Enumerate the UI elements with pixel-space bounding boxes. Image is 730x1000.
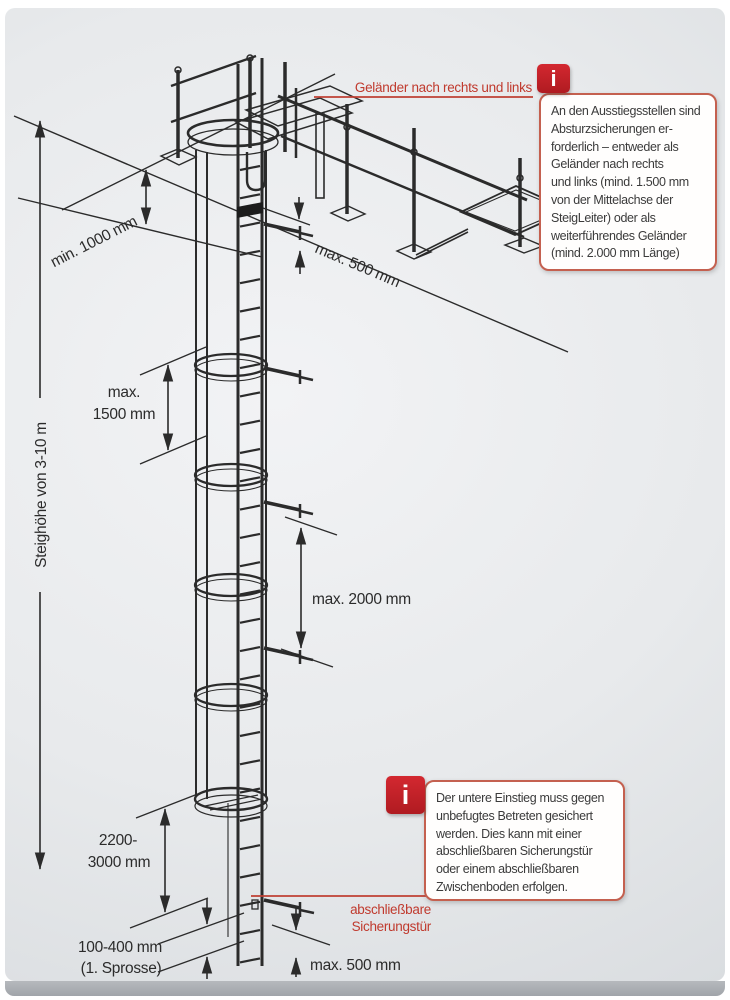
info-line: Geländer nach rechts bbox=[551, 157, 664, 172]
ladder-rung bbox=[240, 477, 260, 481]
ladder-rung bbox=[240, 902, 260, 906]
info-line: Der untere Einstieg muss gegen bbox=[436, 791, 605, 805]
label-first-rung-line2: (1. Sprosse) bbox=[80, 960, 162, 977]
label-max-1500-line1: max. bbox=[107, 384, 141, 401]
info-box-top-text bbox=[541, 95, 715, 263]
door-callout-label-line1: abschließbare bbox=[350, 902, 431, 917]
label-min-1000: min. 1000 mm bbox=[47, 212, 140, 272]
ladder-rung bbox=[240, 336, 260, 340]
info-line: Zwischenboden erfolgen. bbox=[436, 879, 568, 894]
info-box-top bbox=[539, 93, 717, 271]
railing-left-section bbox=[161, 55, 285, 165]
railing-right-section bbox=[278, 96, 543, 259]
door-callout-label-line2: Sicherungstür bbox=[351, 919, 431, 934]
info-line: und links (mind. 1.500 mm bbox=[551, 175, 689, 190]
ladder-rung bbox=[240, 760, 260, 764]
ladder-rung bbox=[240, 364, 260, 368]
cage-hoop bbox=[195, 579, 267, 601]
roof-edge-lines bbox=[14, 74, 568, 352]
ladder-rung bbox=[240, 449, 260, 453]
ladder-rung bbox=[240, 619, 260, 623]
info-line: SteigLeiter) oder als bbox=[551, 210, 656, 225]
label-max-2000: max. 2000 mm bbox=[312, 591, 411, 608]
info-box-bottom-text bbox=[426, 782, 623, 897]
bottom-bar bbox=[5, 981, 725, 996]
wall-brackets bbox=[264, 224, 314, 917]
label-max-500-top: max. 500 mm bbox=[312, 240, 403, 292]
ladder-rung bbox=[240, 194, 260, 198]
label-first-rung-line1: 100-400 mm bbox=[77, 939, 163, 956]
dim-first-rung bbox=[158, 899, 244, 979]
ladder-rung bbox=[240, 392, 260, 396]
ladder-rungs bbox=[240, 166, 260, 962]
info-line: An den Ausstiegsstellen sind bbox=[551, 104, 701, 118]
cage-hoop bbox=[195, 359, 267, 381]
info-line: oder einem abschließbaren bbox=[436, 862, 579, 877]
cage-hoop bbox=[195, 574, 267, 596]
ladder-rung bbox=[240, 817, 260, 821]
ladder-rung bbox=[240, 279, 260, 283]
cage-hoop bbox=[195, 469, 267, 491]
info-line: abschließbaren Sicherungstür bbox=[436, 844, 593, 859]
ladder-rung bbox=[240, 166, 260, 170]
ladder-rung bbox=[240, 534, 260, 538]
ladder-rung bbox=[240, 732, 260, 736]
info-line: (mind. 2.000 mm Länge) bbox=[551, 246, 680, 261]
info-line: forderlich – entweder als bbox=[551, 139, 679, 154]
info-icon-top: i bbox=[537, 64, 570, 93]
ladder-rung bbox=[240, 845, 260, 849]
cage-hoop bbox=[195, 684, 267, 706]
label-2200-line1: 2200- bbox=[98, 832, 138, 849]
ladder-rung bbox=[240, 930, 260, 934]
ladder-rung bbox=[240, 675, 260, 679]
ladder-rung bbox=[240, 562, 260, 566]
ladder-rung bbox=[240, 647, 260, 651]
info-line: weiterführendes Geländer bbox=[551, 228, 687, 243]
ladder-rung bbox=[240, 506, 260, 510]
info-line: unbefugtes Betreten gesichert bbox=[436, 808, 593, 823]
railing-callout-label: Geländer nach rechts und links bbox=[354, 80, 532, 95]
label-max-500-bottom: max. 500 mm bbox=[310, 957, 401, 974]
ladder-rung bbox=[240, 958, 260, 962]
info-icon-bottom: i bbox=[386, 776, 425, 814]
info-box-bottom bbox=[424, 780, 625, 901]
info-line: Absturzsicherungen er- bbox=[551, 121, 673, 136]
cage-hoop bbox=[195, 689, 267, 711]
ladder-rung bbox=[240, 308, 260, 312]
label-steighoehe: Steighöhe von 3-10 m bbox=[33, 422, 50, 568]
ladder-rung bbox=[240, 874, 260, 878]
ladder-rung bbox=[240, 223, 260, 227]
label-2200-line2: 3000 mm bbox=[87, 854, 151, 871]
cage-hoop bbox=[195, 464, 267, 486]
ladder-rung bbox=[240, 421, 260, 425]
info-line: von der Mittelachse der bbox=[551, 192, 673, 207]
label-max-1500-line2: 1500 mm bbox=[92, 406, 156, 423]
info-line: werden. Dies kann mit einer bbox=[436, 826, 582, 841]
